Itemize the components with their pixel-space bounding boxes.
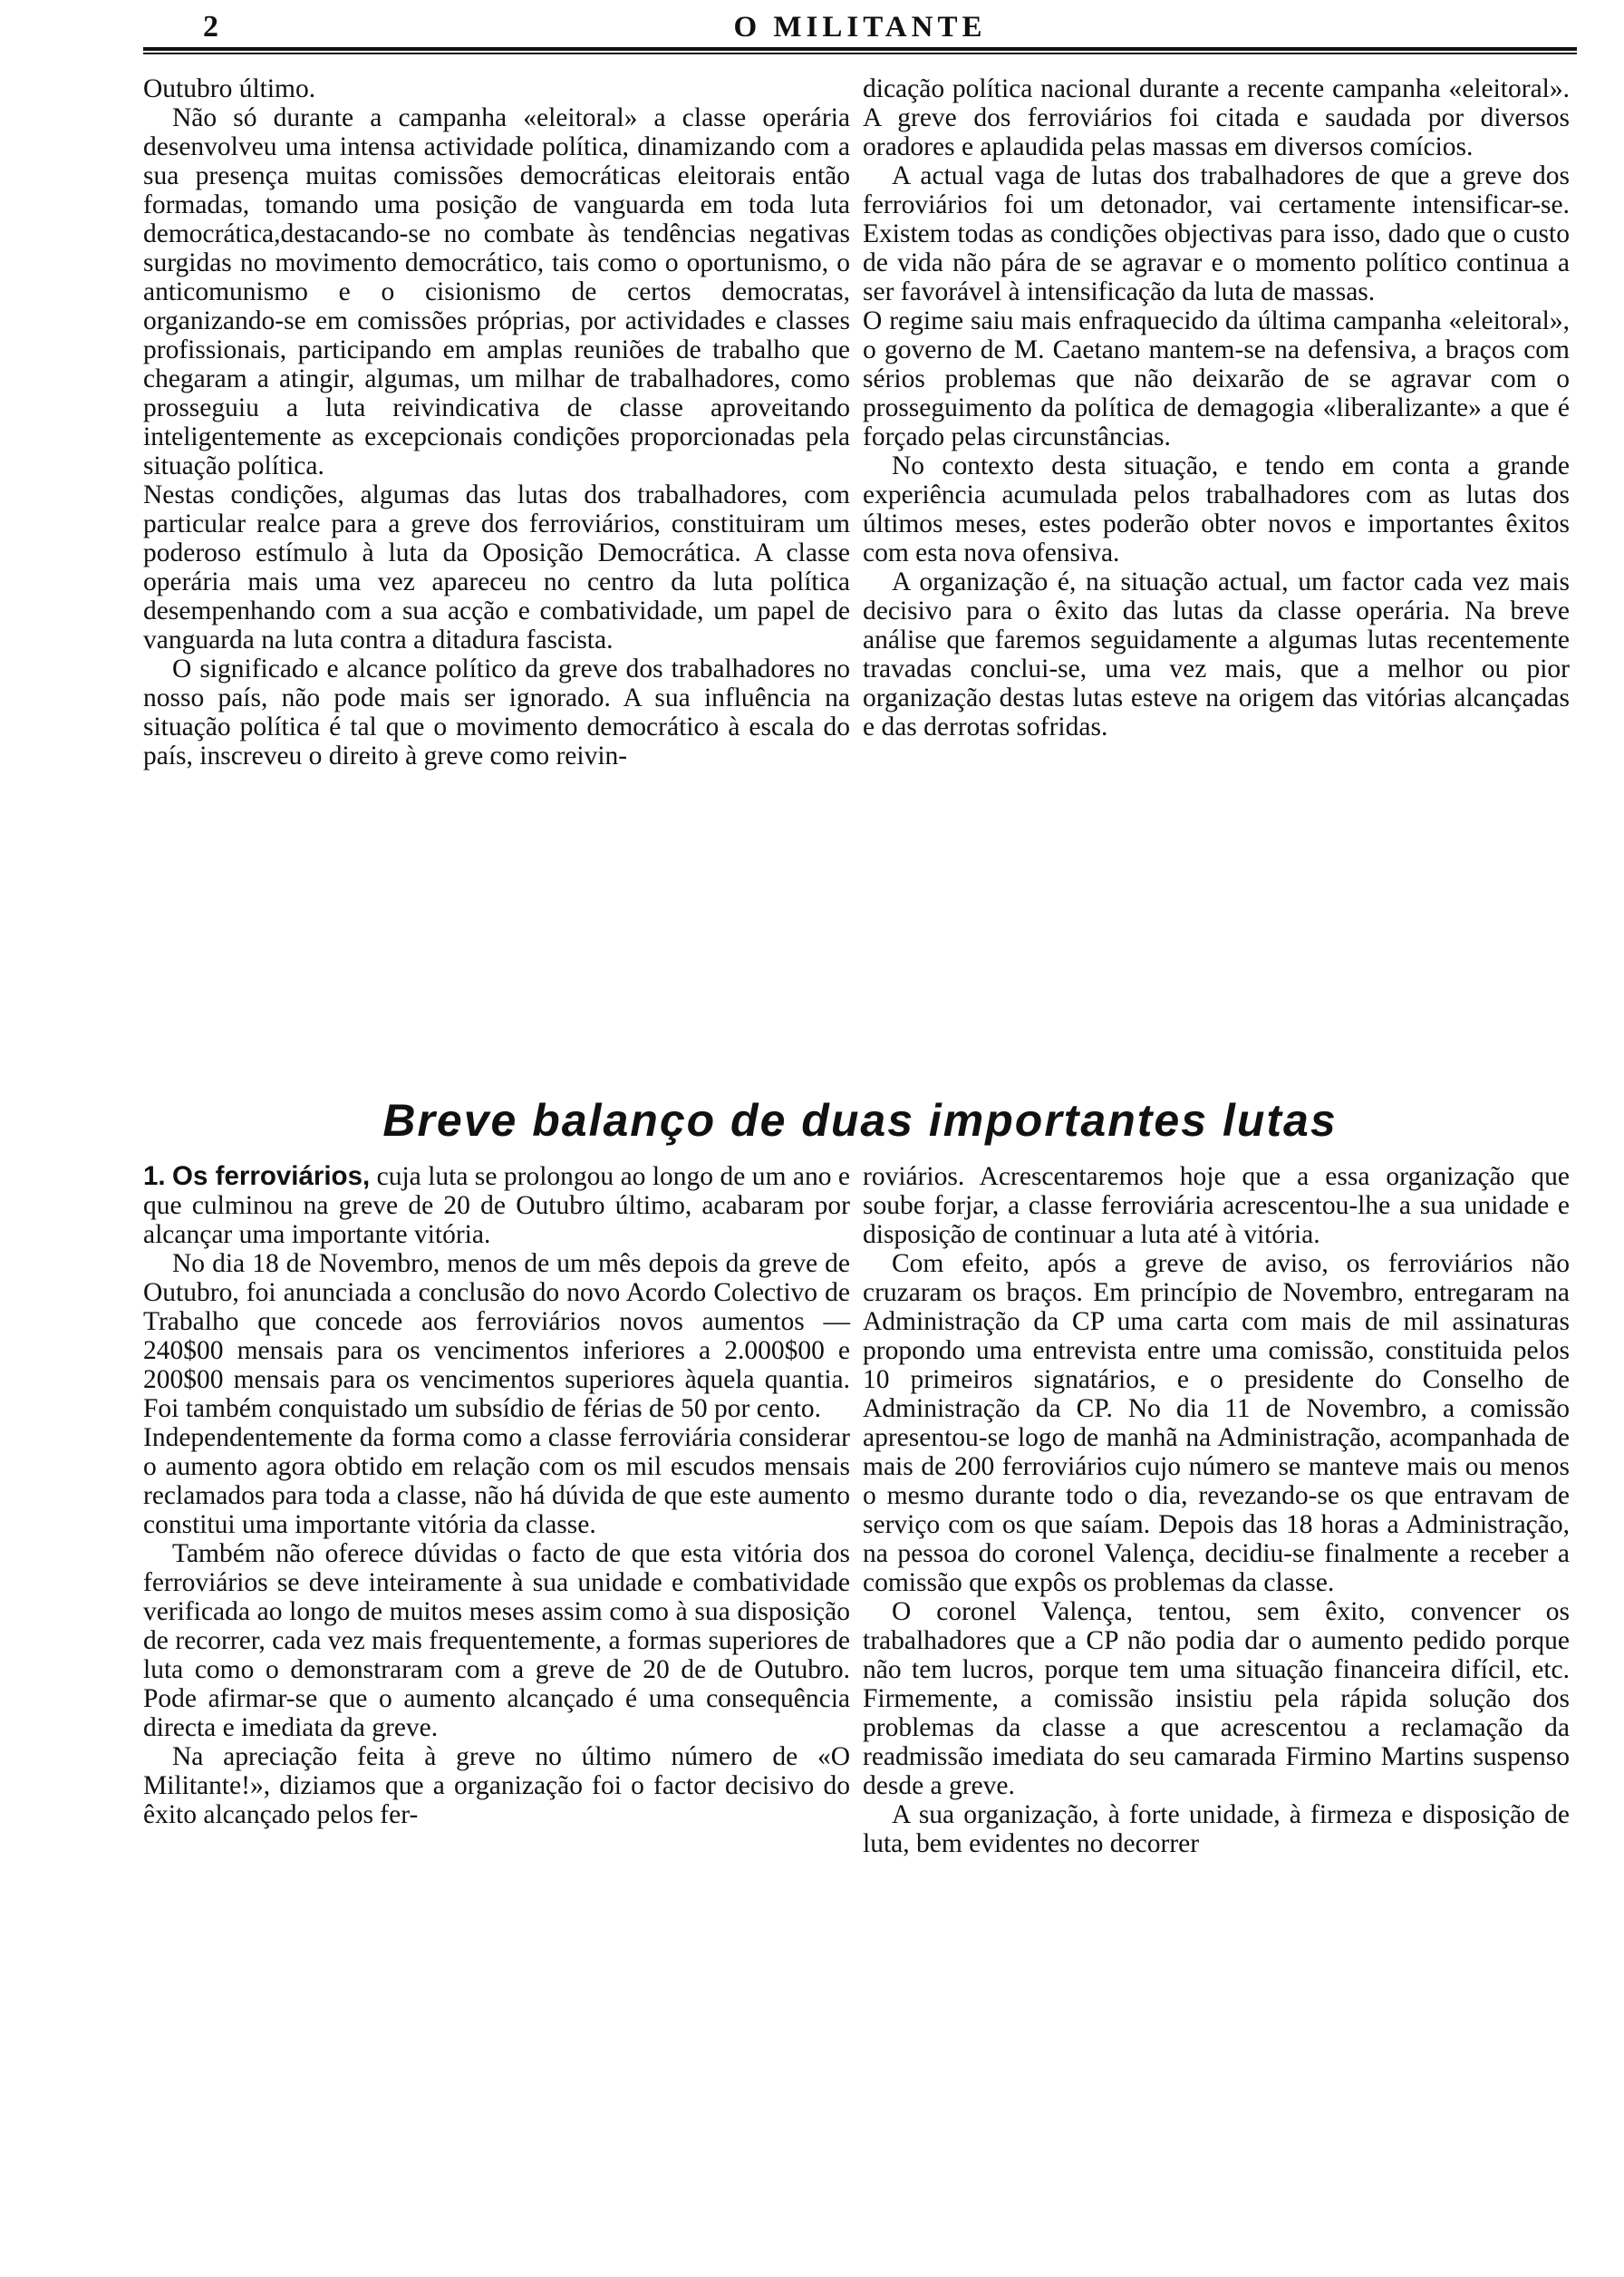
paragraph [143, 1162, 850, 1249]
section-label: Os ferroviários, [172, 1161, 371, 1191]
page-header [143, 7, 1577, 47]
paragraph: Com efeito, após a greve de aviso, os ferroviários não cruzaram os braços. Em princípio de Novembro, entregaram na Administração da CP uma carta com mais de mil assinaturas propondo uma entrevista entre uma comissão, constituida pelos 10 primeiros signatários, e o presidente do Conselho de Administração da CP. No dia 11 de Novembro, a comissão apresentou-se logo de manhã na Administração, acompanhada de mais de 200 ferroviários cujo número se manteve mais ou menos o mesmo durante todo o dia, revezando-se os que entravam de serviço com os que saíam. Depois das 18 horas a Administração, na pessoa do coronel Valença, decidiu-se finalmente a receber a comissão que expôs os problemas da classe. [863, 1249, 1570, 1597]
paragraph: A sua organização, à forte unidade, à firmeza e disposição de luta, bem evidentes no decorrer [863, 1800, 1570, 1858]
paragraph: Independentemente da forma como a classe ferroviária considerar o aumento agora obtido em relação com os mil escudos mensais reclamados para toda a classe, não há dúvida de que este aumento constitui uma importante vitória da classe. [143, 1423, 850, 1539]
header-rule [143, 47, 1577, 54]
paragraph: Outubro último. [143, 74, 316, 103]
column-top-right [863, 74, 1570, 741]
masthead-title: O MILITANTE [733, 11, 987, 44]
paragraph: A organização é, na situação actual, um factor cada vez mais decisivo para o êxito das lutas da classe operária. Na breve análise que faremos seguidamente a algumas lutas recentemente travadas conclui-se, uma vez mais, que a melhor ou pior organização destas lutas esteve na origem das vitórias alcançadas e das derrotas sofridas. [863, 567, 1570, 741]
article-headline: Breve balanço de duas importantes lutas [382, 1095, 1338, 1146]
page-number: 2 [203, 10, 218, 44]
paragraph: roviários. Acrescentaremos hoje que a essa organização que soube forjar, a classe ferroviária acrescentou-lhe a sua unidade e disposição de continuar a luta até à vitória. [863, 1162, 1570, 1249]
paragraph: Nestas condições, algumas das lutas dos trabalhadores, com particular realce para a greve dos ferroviários, constituiram um poderoso estímulo à luta da Oposição Democrática. A classe operária mais uma vez apareceu no centro da luta política desempenhando com a sua acção e combatividade, um papel de vanguarda na luta contra a ditadura fascista. [143, 480, 850, 654]
paragraph: dicação política nacional durante a recente campanha «eleitoral». A greve dos ferroviários foi citada e saudada por diversos oradores e aplaudida pelas massas em diversos comícios. [863, 74, 1570, 161]
column-top-left [143, 74, 850, 770]
paragraph: O regime saiu mais enfraquecido da última campanha «eleitoral», o governo de M. Caetano mantem-se na defensiva, a braços com sérios problemas que não deixarão de se agravar com o prosseguimento da política de demagogia «liberalizante» a que é forçado pelas circunstâncias. [863, 306, 1570, 451]
column-bottom-left [143, 1162, 850, 1829]
paragraph: Não só durante a campanha «eleitoral» a classe operária desenvolveu uma intensa actividade política, dinamizando com a sua presença muitas comissões democráticas eleitorais então formadas, tomando uma posição de vanguarda em toda luta democrática,destacando-se no combate às tendências negativas surgidas no movimento democrático, tais como o oportunismo, o anticomunismo e o cisionismo de certos democratas, organizando-se em comissões próprias, por actividades e classes profissionais, participando em amplas reuniões de trabalho que chegaram a atingir, algumas, um milhar de trabalhadores, como prosseguiu a luta reivindicativa de classe aproveitando inteligentemente as excepcionais condições proporcionadas pela situação política. [143, 103, 850, 480]
paragraph-text: cuja luta se prolongou ao longo de um ano e que culminou na greve de 20 de Outubro último, acabaram por alcançar uma importante vitória. [143, 1162, 851, 1249]
column-bottom-right [863, 1162, 1570, 1858]
paragraph: No contexto desta situação, e tendo em conta a grande experiência acumulada pelos trabalhadores com as lutas dos últimos meses, estes poderão obter novos e importantes êxitos com esta nova ofensiva. [863, 451, 1570, 567]
paragraph: O significado e alcance político da greve dos trabalhadores no nosso país, não pode mais ser ignorado. A sua influência na situação política é tal que o movimento democrático à escala do país, inscreveu o direito à greve como reivin- [143, 654, 850, 770]
section-number: 1. [143, 1161, 166, 1191]
paragraph: A actual vaga de lutas dos trabalhadores de que a greve dos ferroviários foi um detonador, vai certamente intensificar-se. Existem todas as condições objectivas para isso, dado que o custo de vida não pára de se agravar e o momento político continua a ser favorável à intensificação da luta de massas. [863, 161, 1570, 306]
paragraph: O coronel Valença, tentou, sem êxito, convencer os trabalhadores que a CP não podia dar o aumento pedido porque não tem lucros, porque tem uma situação financeira difícil, etc. Firmemente, a comissão insistiu pela rápida solução dos problemas da classe a que acrescentou a reclamação da readmissão imediata do seu camarada Firmino Martins suspenso desde a greve. [863, 1597, 1570, 1800]
paragraph: No dia 18 de Novembro, menos de um mês depois da greve de Outubro, foi anunciada a conclusão do novo Acordo Colectivo de Trabalho que concede aos ferroviários novos aumentos — 240$00 mensais para os vencimentos inferiores a 2.000$00 e 200$00 mensais para os vencimentos superiores àquela quantia. Foi também conquistado um subsídio de férias de 50 por cento. [143, 1249, 850, 1423]
paragraph: Na apreciação feita à greve no último número de «O Militante!», diziamos que a organização foi o factor decisivo do êxito alcançado pelos fer- [143, 1742, 850, 1829]
paragraph: Também não oferece dúvidas o facto de que esta vitória dos ferroviários se deve inteiramente à sua unidade e combatividade verificada ao longo de muitos meses assim como à sua disposição de recorrer, cada vez mais frequentemente, a formas superiores de luta como o demonstraram com a greve de 20 de de Outubro. Pode afirmar-se que o aumento alcançado é uma consequência directa e imediata da greve. [143, 1539, 850, 1742]
